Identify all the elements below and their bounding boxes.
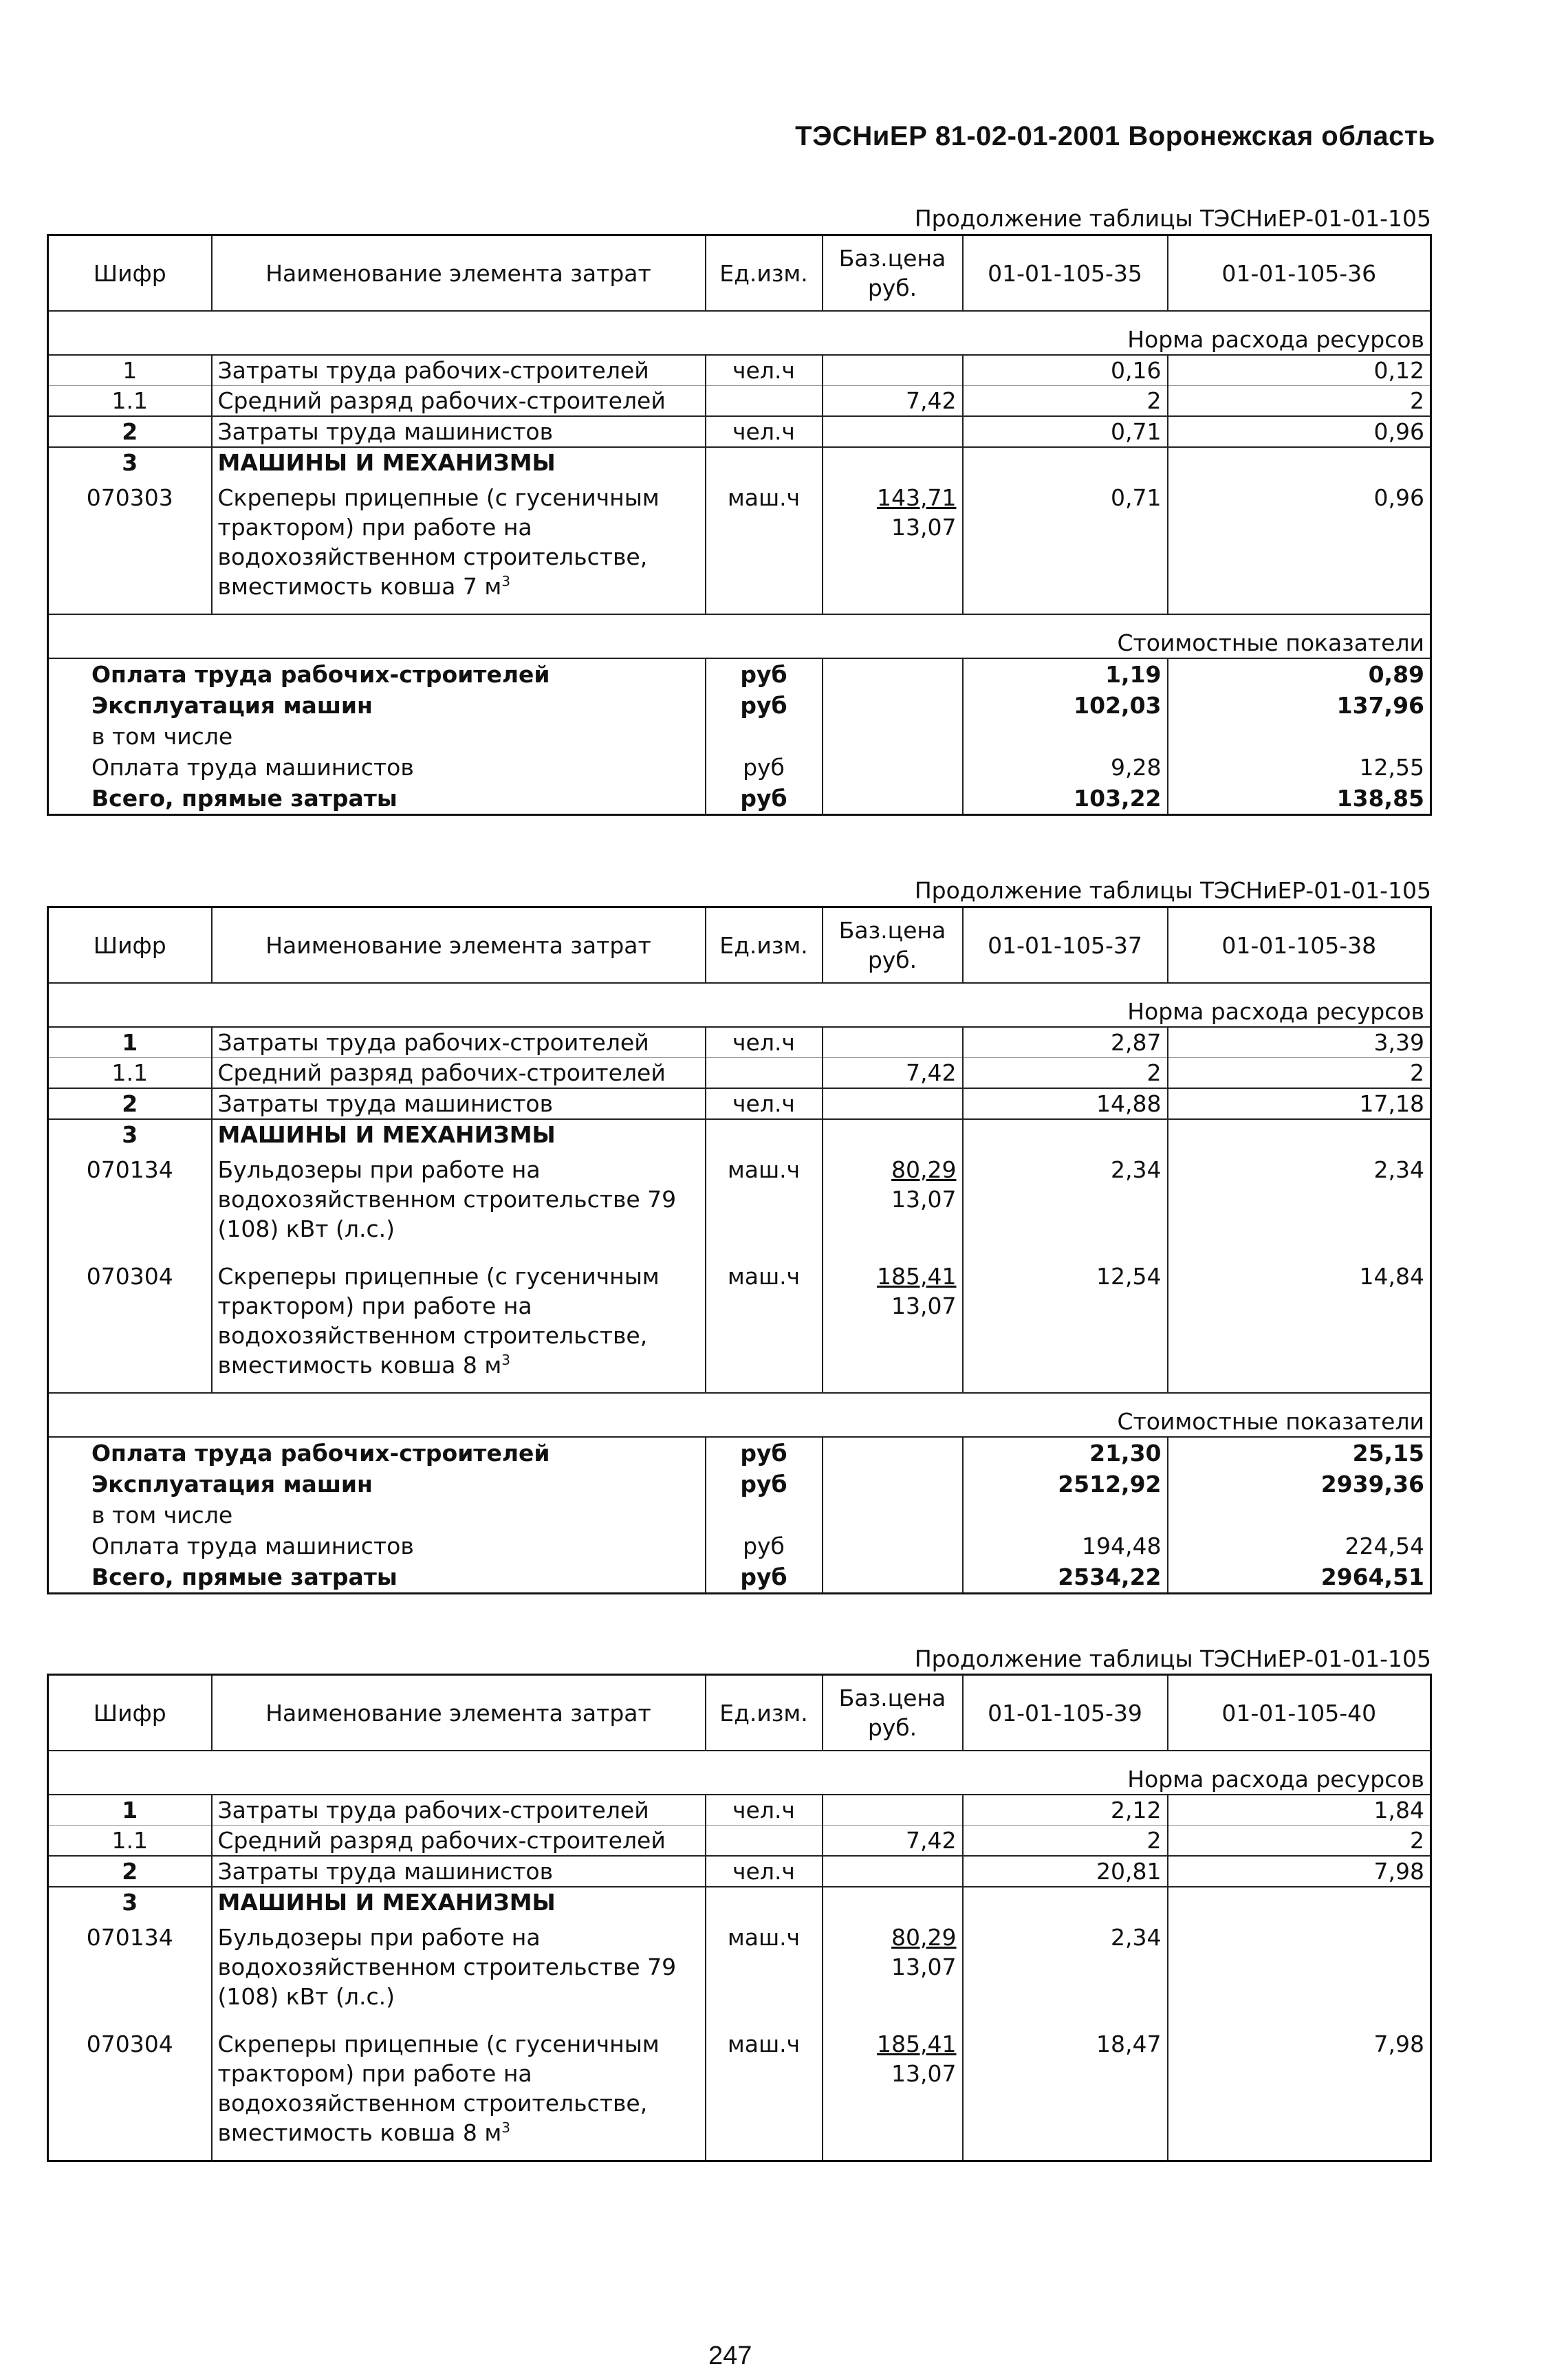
column-header-unit: Ед.изм. <box>706 1675 823 1751</box>
row-code: 1.1 <box>48 1826 212 1857</box>
row-code: 070134 <box>48 1917 212 2024</box>
row-value-b: 7,98 <box>1168 1856 1431 1887</box>
totals-value-b: 224,54 <box>1168 1530 1431 1561</box>
table-row <box>48 1917 1431 2024</box>
row-price: 7,42 <box>823 1826 963 1857</box>
totals-value-b: 12,55 <box>1168 752 1431 783</box>
totals-row <box>48 1437 1431 1469</box>
row-unit: маш.ч <box>706 1149 823 1256</box>
row-code: 1.1 <box>48 1058 212 1089</box>
table-header-row <box>48 907 1431 984</box>
totals-name: Оплата труда рабочих-строителей <box>48 1437 706 1469</box>
row-value-b: 14,84 <box>1168 1256 1431 1393</box>
row-name: Затраты труда рабочих-строителей <box>212 1027 706 1058</box>
totals-value-a: 21,30 <box>963 1437 1168 1469</box>
totals-unit: руб <box>706 783 823 815</box>
row-value-a: 2 <box>963 1826 1168 1857</box>
table-continuation-label: Продолжение таблицы ТЭСНиЕР-01-01-105 <box>914 1645 1431 1672</box>
row-price: 80,29 13,07 <box>823 1917 963 2024</box>
row-price <box>823 416 963 447</box>
totals-unit: руб <box>706 1530 823 1561</box>
row-value-b: 1,84 <box>1168 1795 1431 1826</box>
column-header-price: Баз.цена руб. <box>823 907 963 984</box>
document-header: ТЭСНиЕР 81-02-01-2001 Воронежская область <box>795 121 1435 151</box>
row-name: Бульдозеры при работе на водохозяйственном строительстве 79 (108) кВт (л.с.) <box>212 1149 706 1256</box>
row-code: 2 <box>48 1856 212 1887</box>
totals-row <box>48 658 1431 690</box>
column-header-name: Наименование элемента затрат <box>212 235 706 312</box>
row-value-b: 2 <box>1168 1826 1431 1857</box>
row-name: Бульдозеры при работе на водохозяйственном строительстве 79 (108) кВт (л.с.) <box>212 1917 706 2024</box>
totals-row <box>48 690 1431 721</box>
resource-table-2 <box>47 906 1432 1594</box>
row-value-b: 0,96 <box>1168 416 1431 447</box>
row-unit: чел.ч <box>706 1088 823 1119</box>
row-unit <box>706 1058 823 1089</box>
column-header-code-a: 01-01-105-39 <box>963 1675 1168 1751</box>
totals-value-a: 103,22 <box>963 783 1168 815</box>
row-value-a: 2,87 <box>963 1027 1168 1058</box>
row-unit: чел.ч <box>706 1856 823 1887</box>
row-price <box>823 1088 963 1119</box>
row-code: 1.1 <box>48 386 212 417</box>
row-code: 2 <box>48 416 212 447</box>
table-row <box>48 1088 1431 1119</box>
row-price <box>823 1027 963 1058</box>
column-header-unit: Ед.изм. <box>706 235 823 312</box>
row-name: Затраты труда машинистов <box>212 416 706 447</box>
row-name: МАШИНЫ И МЕХАНИЗМЫ <box>212 447 706 477</box>
totals-value-b: 2964,51 <box>1168 1561 1431 1594</box>
table-row <box>48 1887 1431 1917</box>
table-row <box>48 2024 1431 2161</box>
column-header-code-b: 01-01-105-38 <box>1168 907 1431 984</box>
row-price <box>823 1795 963 1826</box>
row-code: 070134 <box>48 1149 212 1256</box>
row-price <box>823 1856 963 1887</box>
column-header-price: Баз.цена руб. <box>823 1675 963 1751</box>
row-value-a: 2 <box>963 1058 1168 1089</box>
row-value-a: 12,54 <box>963 1256 1168 1393</box>
totals-unit: руб <box>706 1469 823 1500</box>
table-row <box>48 355 1431 386</box>
totals-row <box>48 1561 1431 1594</box>
row-price: 185,41 13,07 <box>823 2024 963 2161</box>
table-row <box>48 1119 1431 1149</box>
totals-unit: руб <box>706 690 823 721</box>
row-code: 070303 <box>48 477 212 614</box>
row-value-a: 2 <box>963 386 1168 417</box>
table-header-row <box>48 235 1431 312</box>
column-header-code-a: 01-01-105-37 <box>963 907 1168 984</box>
totals-name: Эксплуатация машин <box>48 1469 706 1500</box>
resource-table-3 <box>47 1674 1432 2162</box>
row-code: 2 <box>48 1088 212 1119</box>
table-continuation-label: Продолжение таблицы ТЭСНиЕР-01-01-105 <box>914 205 1431 232</box>
page-number: 247 <box>708 2341 752 2370</box>
totals-name: Оплата труда рабочих-строителей <box>48 658 706 690</box>
totals-unit: руб <box>706 1437 823 1469</box>
totals-unit: руб <box>706 1561 823 1594</box>
row-name: МАШИНЫ И МЕХАНИЗМЫ <box>212 1119 706 1149</box>
table-row <box>48 386 1431 417</box>
row-unit: маш.ч <box>706 477 823 614</box>
totals-row <box>48 783 1431 815</box>
row-name: Скреперы прицепные (с гусеничным трактором) при работе на водохозяйственном строительстве, вместимость ковша 8 $м^3$ <box>212 2024 706 2161</box>
totals-value-a: 102,03 <box>963 690 1168 721</box>
row-value-a: 20,81 <box>963 1856 1168 1887</box>
column-header-name: Наименование элемента затрат <box>212 1675 706 1751</box>
totals-value-b: 25,15 <box>1168 1437 1431 1469</box>
table-row <box>48 1826 1431 1857</box>
row-unit: чел.ч <box>706 416 823 447</box>
row-unit: маш.ч <box>706 1917 823 2024</box>
table-continuation-label: Продолжение таблицы ТЭСНиЕР-01-01-105 <box>914 877 1431 904</box>
totals-value-a: 1,19 <box>963 658 1168 690</box>
totals-unit: руб <box>706 658 823 690</box>
row-unit <box>706 386 823 417</box>
row-unit: маш.ч <box>706 2024 823 2161</box>
totals-value-b: 2939,36 <box>1168 1469 1431 1500</box>
totals-value-a: 194,48 <box>963 1530 1168 1561</box>
totals-name: Всего, прямые затраты <box>48 783 706 815</box>
row-price <box>823 355 963 386</box>
totals-name: Оплата труда машинистов <box>48 1530 706 1561</box>
row-name: Средний разряд рабочих-строителей <box>212 1826 706 1857</box>
column-header-name: Наименование элемента затрат <box>212 907 706 984</box>
row-value-a: 14,88 <box>963 1088 1168 1119</box>
row-code: 3 <box>48 1887 212 1917</box>
totals-row <box>48 1469 1431 1500</box>
column-header-code: Шифр <box>48 235 212 312</box>
totals-value-a: 2534,22 <box>963 1561 1168 1594</box>
column-header-price: Баз.цена руб. <box>823 235 963 312</box>
row-name: Средний разряд рабочих-строителей <box>212 1058 706 1089</box>
totals-value-b: 137,96 <box>1168 690 1431 721</box>
row-code: 1 <box>48 1027 212 1058</box>
row-value-a: 2,34 <box>963 1149 1168 1256</box>
row-value-a: 0,71 <box>963 477 1168 614</box>
section-norm-label: Норма расхода ресурсов <box>48 1751 1431 1795</box>
row-value-b: 17,18 <box>1168 1088 1431 1119</box>
row-name: Затраты труда рабочих-строителей <box>212 1795 706 1826</box>
table-row <box>48 1149 1431 1256</box>
row-name: Скреперы прицепные (с гусеничным трактором) при работе на водохозяйственном строительстве, вместимость ковша 8 $м^3$ <box>212 1256 706 1393</box>
totals-value-a: 9,28 <box>963 752 1168 783</box>
totals-name: Оплата труда машинистов <box>48 752 706 783</box>
table-header-row <box>48 1675 1431 1751</box>
column-header-code-b: 01-01-105-36 <box>1168 235 1431 312</box>
row-name: МАШИНЫ И МЕХАНИЗМЫ <box>212 1887 706 1917</box>
table-row <box>48 1795 1431 1826</box>
totals-row <box>48 752 1431 783</box>
row-unit: чел.ч <box>706 1027 823 1058</box>
column-header-code: Шифр <box>48 1675 212 1751</box>
totals-unit: руб <box>706 752 823 783</box>
table-row <box>48 447 1431 477</box>
row-value-b: 3,39 <box>1168 1027 1431 1058</box>
totals-value-b: 0,89 <box>1168 658 1431 690</box>
row-unit: чел.ч <box>706 355 823 386</box>
row-value-b: 2,34 <box>1168 1149 1431 1256</box>
row-price: 7,42 <box>823 1058 963 1089</box>
row-code: 1 <box>48 1795 212 1826</box>
row-name: Средний разряд рабочих-строителей <box>212 386 706 417</box>
row-value-a: 2,12 <box>963 1795 1168 1826</box>
row-value-a: 0,71 <box>963 416 1168 447</box>
row-value-b: 2 <box>1168 1058 1431 1089</box>
row-code: 070304 <box>48 1256 212 1393</box>
table-row <box>48 1256 1431 1393</box>
row-value-a: 18,47 <box>963 2024 1168 2161</box>
section-norm-label: Норма расхода ресурсов <box>48 311 1431 355</box>
totals-name: в том числе <box>48 721 706 752</box>
totals-row <box>48 1530 1431 1561</box>
row-code: 3 <box>48 447 212 477</box>
row-value-a: 2,34 <box>963 1917 1168 2024</box>
table-row <box>48 416 1431 447</box>
row-value-a: 0,16 <box>963 355 1168 386</box>
totals-name: в том числе <box>48 1500 706 1530</box>
column-header-code-b: 01-01-105-40 <box>1168 1675 1431 1751</box>
row-price: 80,29 13,07 <box>823 1149 963 1256</box>
row-unit: маш.ч <box>706 1256 823 1393</box>
totals-value-b: 138,85 <box>1168 783 1431 815</box>
section-cost-label: Стоимостные показатели <box>48 1393 1431 1437</box>
totals-value-a: 2512,92 <box>963 1469 1168 1500</box>
resource-table-1 <box>47 234 1432 816</box>
row-value-b <box>1168 1917 1431 2024</box>
row-name: Скреперы прицепные (с гусеничным трактором) при работе на водохозяйственном строительстве, вместимость ковша 7 $м^3$ <box>212 477 706 614</box>
table-row <box>48 1856 1431 1887</box>
row-value-b: 0,12 <box>1168 355 1431 386</box>
row-price: 185,41 13,07 <box>823 1256 963 1393</box>
row-name: Затраты труда рабочих-строителей <box>212 355 706 386</box>
section-norm-label: Норма расхода ресурсов <box>48 983 1431 1027</box>
totals-row <box>48 721 1431 752</box>
totals-name: Всего, прямые затраты <box>48 1561 706 1594</box>
row-price: 7,42 <box>823 386 963 417</box>
row-code: 070304 <box>48 2024 212 2161</box>
row-value-b: 0,96 <box>1168 477 1431 614</box>
row-value-b: 7,98 <box>1168 2024 1431 2161</box>
column-header-code-a: 01-01-105-35 <box>963 235 1168 312</box>
column-header-unit: Ед.изм. <box>706 907 823 984</box>
row-unit <box>706 1826 823 1857</box>
row-price: 143,71 13,07 <box>823 477 963 614</box>
table-row <box>48 1027 1431 1058</box>
row-unit: чел.ч <box>706 1795 823 1826</box>
column-header-code: Шифр <box>48 907 212 984</box>
totals-name: Эксплуатация машин <box>48 690 706 721</box>
table-row <box>48 477 1431 614</box>
row-name: Затраты труда машинистов <box>212 1856 706 1887</box>
table-row <box>48 1058 1431 1089</box>
totals-row <box>48 1500 1431 1530</box>
row-code: 1 <box>48 355 212 386</box>
section-cost-label: Стоимостные показатели <box>48 614 1431 658</box>
row-value-b: 2 <box>1168 386 1431 417</box>
row-name: Затраты труда машинистов <box>212 1088 706 1119</box>
row-code: 3 <box>48 1119 212 1149</box>
